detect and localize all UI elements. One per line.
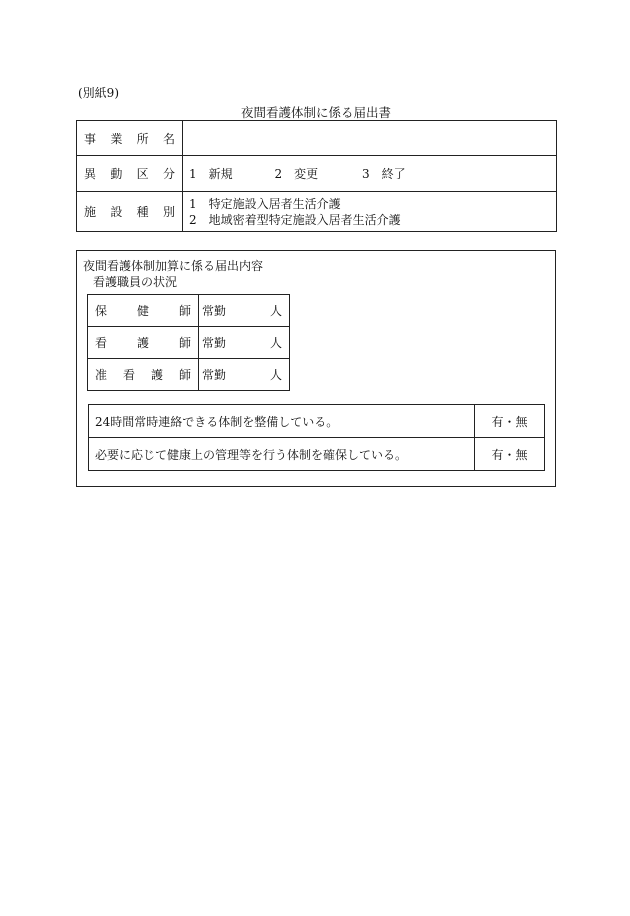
- facility-type-option-community[interactable]: [189, 212, 556, 228]
- facility-type-row: [77, 192, 557, 232]
- role-char: 護: [150, 368, 163, 382]
- option-text: 終了: [381, 167, 406, 181]
- notification-content-box: [76, 250, 556, 487]
- change-type-option-change[interactable]: [274, 165, 318, 182]
- staff-count-field[interactable]: [199, 327, 290, 359]
- option-number: 1: [189, 196, 197, 211]
- staff-row-nurse: [88, 327, 290, 359]
- staff-status: 常勤: [202, 368, 227, 382]
- staff-unit: 人: [269, 336, 282, 350]
- role-char: 師: [178, 304, 191, 318]
- label-char: 業: [110, 131, 123, 146]
- staff-role: [88, 295, 199, 327]
- option-text: 特定施設入居者生活介護: [208, 196, 341, 211]
- label-char: 別: [162, 205, 175, 219]
- change-type-label: [77, 156, 183, 192]
- annex-label: (別紙9): [78, 86, 119, 100]
- role-char: 師: [178, 368, 191, 382]
- staff-unit: 人: [269, 304, 282, 318]
- label-char: 種: [136, 205, 149, 219]
- change-type-option-end[interactable]: [362, 165, 406, 182]
- label-char: 異: [84, 167, 97, 181]
- label-char: 動: [110, 167, 123, 181]
- content-heading: 夜間看護体制加算に係る届出内容: [83, 259, 264, 273]
- staff-role: [88, 359, 199, 391]
- option-number: 2: [274, 167, 283, 181]
- notification-header-table: [76, 120, 557, 232]
- change-type-option-new[interactable]: [189, 165, 233, 182]
- document-title: 夜間看護体制に係る届出書: [240, 105, 391, 120]
- option-number: 3: [361, 167, 370, 181]
- role-char: 准: [95, 368, 108, 382]
- staff-row-public-health-nurse: [88, 295, 290, 327]
- option-text: 新規: [208, 167, 233, 181]
- staff-count-field[interactable]: [199, 359, 290, 391]
- option-text: 地域密着型特定施設入居者生活介護: [208, 212, 401, 227]
- yes-no-choice[interactable]: 有・無: [475, 438, 545, 471]
- staff-status: 常勤: [202, 336, 227, 350]
- yes-no-choice[interactable]: 有・無: [475, 405, 545, 438]
- facility-type-label: [77, 192, 183, 232]
- role-char: 看: [122, 368, 135, 382]
- facility-type-options: [183, 192, 557, 232]
- facility-type-option-specified[interactable]: [189, 196, 556, 212]
- staff-table: [87, 294, 290, 391]
- condition-row-health-management: [89, 438, 545, 471]
- change-type-options: [183, 156, 557, 192]
- label-char: 名: [162, 131, 175, 146]
- staff-unit: 人: [269, 368, 282, 382]
- staff-status-heading: 看護職員の状況: [93, 275, 178, 289]
- conditions-table: [88, 404, 545, 471]
- staff-status: 常勤: [202, 304, 227, 318]
- role-char: 師: [178, 336, 191, 350]
- condition-text: 必要に応じて健康上の管理等を行う体制を確保している。: [89, 438, 475, 471]
- role-char: 健: [136, 304, 149, 318]
- business-name-field[interactable]: [183, 121, 557, 156]
- role-char: 看: [95, 336, 108, 350]
- option-number: 2: [189, 212, 197, 227]
- role-char: 護: [136, 336, 149, 350]
- condition-row-24h-contact: [89, 405, 545, 438]
- business-name-label: [77, 121, 183, 156]
- staff-role: [88, 327, 199, 359]
- label-char: 施: [84, 205, 97, 219]
- option-number: 1: [189, 167, 197, 181]
- staff-count-field[interactable]: [199, 295, 290, 327]
- option-text: 変更: [294, 167, 319, 181]
- staff-row-assistant-nurse: [88, 359, 290, 391]
- label-char: 区: [136, 167, 149, 181]
- change-type-row: [77, 156, 557, 192]
- label-char: 設: [110, 205, 123, 219]
- role-char: 保: [95, 304, 108, 318]
- label-char: 事: [84, 131, 97, 146]
- business-name-row: [77, 121, 557, 156]
- condition-text: 24時間常時連絡できる体制を整備している。: [89, 405, 475, 438]
- label-char: 分: [162, 167, 175, 181]
- label-char: 所: [136, 131, 149, 146]
